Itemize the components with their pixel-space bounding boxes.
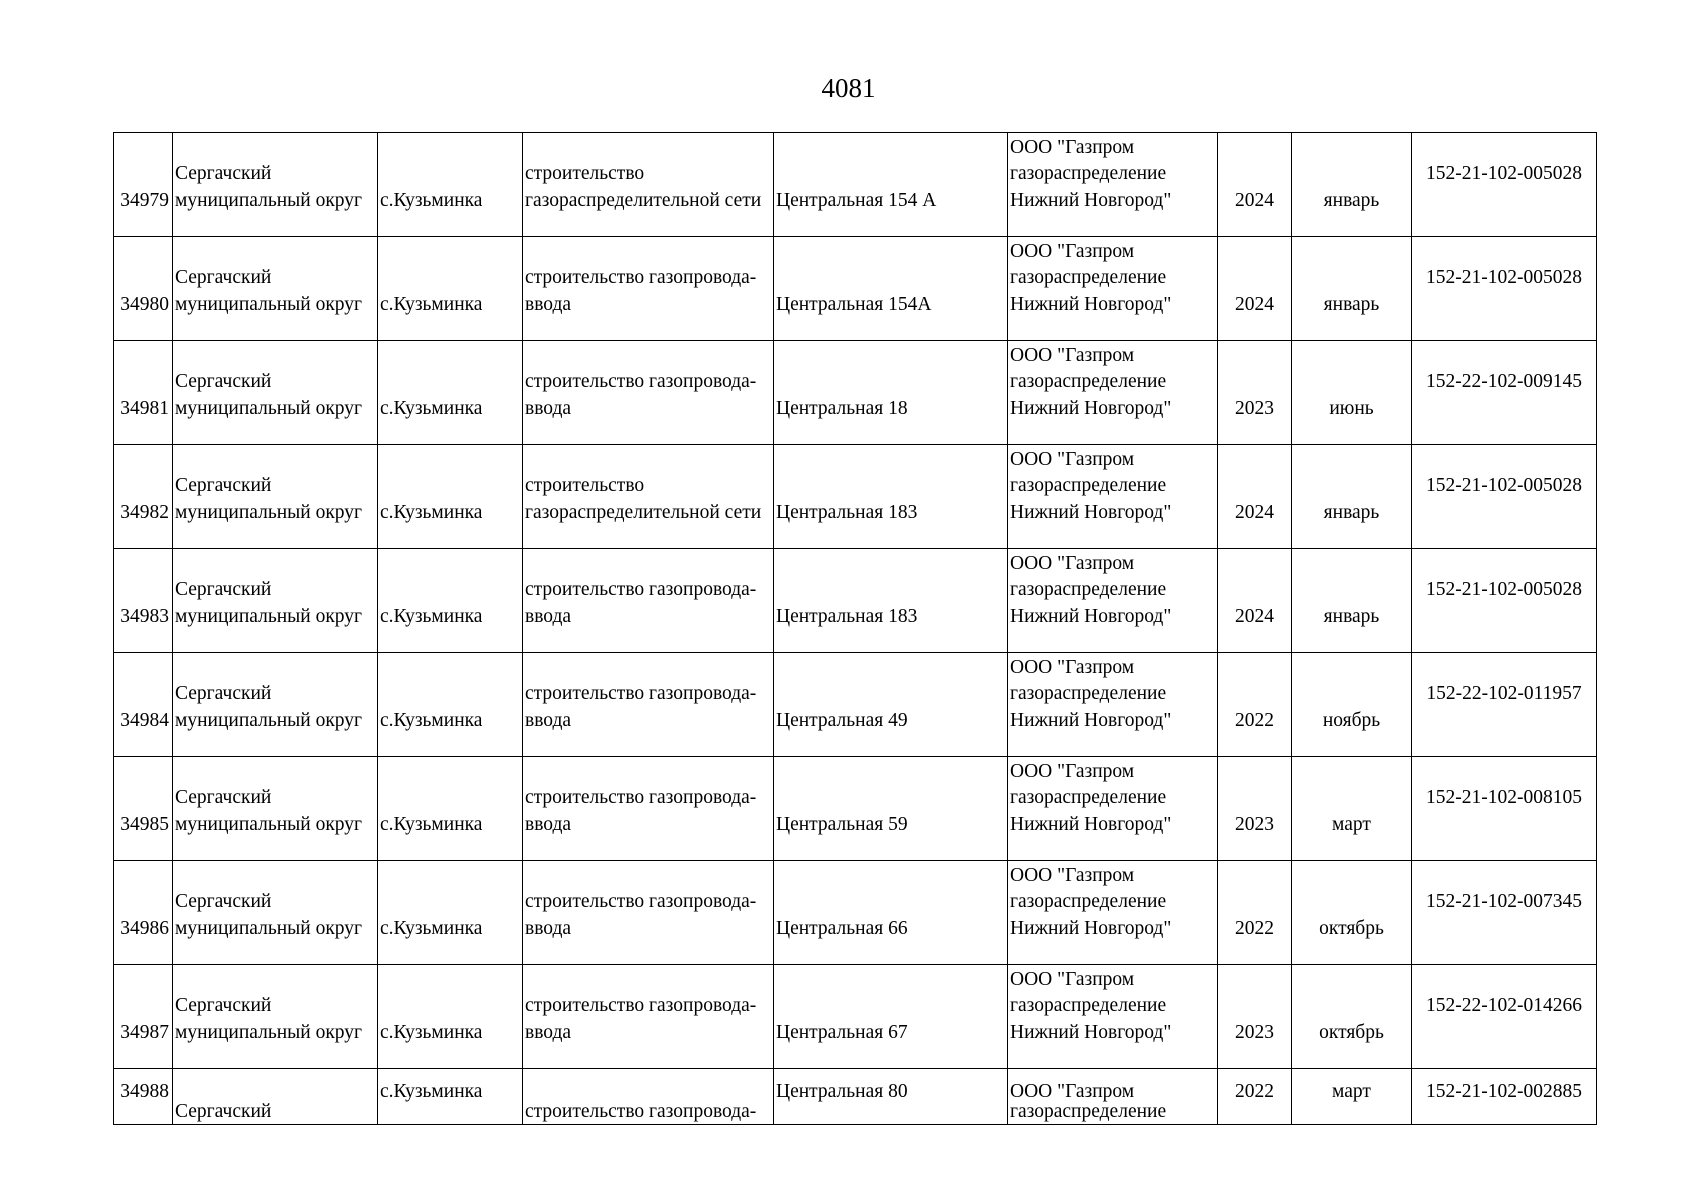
month: январь (1323, 190, 1380, 211)
registry-code: 152-21-102-002885 (1426, 1081, 1582, 1102)
month-cell (1292, 237, 1412, 341)
work-type-line: строительство газопровода- (525, 787, 757, 808)
district-line: Сергачский (175, 995, 272, 1016)
organization-line: газораспределение (1010, 891, 1167, 912)
organization-line: ООО "Газпром (1010, 969, 1135, 990)
month: январь (1323, 294, 1380, 315)
district-line: муниципальный округ (175, 1022, 363, 1043)
organization-line: Нижний Новгород" (1010, 1022, 1172, 1043)
settlement: с.Кузьминка (380, 1081, 483, 1102)
address-cell (774, 549, 1008, 653)
address-cell (774, 965, 1008, 1069)
organization-line: ООО "Газпром (1010, 761, 1135, 782)
row-number: 34983 (120, 606, 169, 627)
district-cell (173, 1069, 378, 1125)
district-line: муниципальный округ (175, 606, 363, 627)
address: Центральная 183 (776, 502, 918, 523)
district-line: муниципальный округ (175, 710, 363, 731)
settlement-cell (378, 1069, 523, 1125)
address: Центральная 66 (776, 918, 908, 939)
organization-line: ООО "Газпром (1010, 449, 1135, 470)
address-cell (774, 861, 1008, 965)
year-cell (1218, 653, 1292, 757)
row-number-cell (114, 549, 173, 653)
year: 2023 (1235, 814, 1274, 835)
organization-cell (1008, 653, 1218, 757)
address: Центральная 18 (776, 398, 908, 419)
code-cell (1412, 1069, 1597, 1125)
organization-cell (1008, 445, 1218, 549)
district-line: Сергачский (175, 371, 272, 392)
organization-line: Нижний Новгород" (1010, 190, 1172, 211)
settlement: с.Кузьминка (380, 918, 483, 939)
address-cell (774, 133, 1008, 237)
year: 2024 (1235, 294, 1274, 315)
district: Сергачский (175, 1101, 272, 1122)
district-cell (173, 445, 378, 549)
year: 2024 (1235, 190, 1274, 211)
work-cell (523, 341, 774, 445)
year: 2024 (1235, 606, 1274, 627)
settlement-cell (378, 653, 523, 757)
address-cell (774, 237, 1008, 341)
month: октябрь (1319, 1022, 1384, 1043)
work-cell (523, 549, 774, 653)
organization-line: газораспределение (1010, 1101, 1167, 1122)
organization-line: ООО "Газпром (1010, 865, 1135, 886)
district-line: Сергачский (175, 683, 272, 704)
code-cell (1412, 237, 1597, 341)
year: 2023 (1235, 1022, 1274, 1043)
work-cell (523, 133, 774, 237)
row-number-cell (114, 653, 173, 757)
settlement: с.Кузьминка (380, 294, 483, 315)
district-line: муниципальный округ (175, 918, 363, 939)
month: ноябрь (1322, 710, 1381, 731)
code-cell (1412, 549, 1597, 653)
year: 2023 (1235, 398, 1274, 419)
work-cell (523, 1069, 774, 1125)
settlement: с.Кузьминка (380, 398, 483, 419)
row-number-cell (114, 341, 173, 445)
table-row (114, 133, 1597, 237)
settlement-cell (378, 133, 523, 237)
organization-line: Нижний Новгород" (1010, 398, 1172, 419)
registry-table (113, 132, 1597, 1125)
organization-line: газораспределение (1010, 787, 1167, 808)
settlement: с.Кузьминка (380, 1022, 483, 1043)
code-cell (1412, 341, 1597, 445)
organization-line: газораспределение (1010, 579, 1167, 600)
month-cell (1292, 1069, 1412, 1125)
organization-line: Нижний Новгород" (1010, 606, 1172, 627)
district-line: муниципальный округ (175, 190, 363, 211)
month-cell (1292, 861, 1412, 965)
settlement: с.Кузьминка (380, 190, 483, 211)
organization-cell (1008, 861, 1218, 965)
organization-cell (1008, 965, 1218, 1069)
work-cell (523, 445, 774, 549)
year-cell (1218, 237, 1292, 341)
page-number: 4081 (821, 73, 876, 103)
address-cell (774, 757, 1008, 861)
registry-code: 152-22-102-009145 (1426, 371, 1582, 392)
district-line: муниципальный округ (175, 294, 363, 315)
month: октябрь (1319, 918, 1384, 939)
registry-code: 152-21-102-005028 (1426, 163, 1582, 184)
address: Центральная 49 (776, 710, 908, 731)
year-cell (1218, 445, 1292, 549)
work-type-line: газораспределительной сети (525, 190, 762, 211)
work-type-line: строительство газопровода- (525, 371, 757, 392)
address-cell (774, 445, 1008, 549)
organization-cell (1008, 1069, 1218, 1125)
address: Центральная 183 (776, 606, 918, 627)
row-number: 34986 (120, 918, 169, 939)
registry-code: 152-21-102-005028 (1426, 267, 1582, 288)
row-number-cell (114, 757, 173, 861)
work-type-line: строительство газопровода- (525, 579, 757, 600)
settlement-cell (378, 237, 523, 341)
organization-line: газораспределение (1010, 267, 1167, 288)
district-line: Сергачский (175, 267, 272, 288)
district-cell (173, 237, 378, 341)
table-row (114, 549, 1597, 653)
row-number: 34979 (120, 190, 169, 211)
row-number: 34984 (120, 710, 169, 731)
code-cell (1412, 965, 1597, 1069)
table-row (114, 965, 1597, 1069)
organization-line: ООО "Газпром (1010, 241, 1135, 262)
table-body (114, 133, 1597, 1125)
month-cell (1292, 757, 1412, 861)
registry-code: 152-21-102-008105 (1426, 787, 1582, 808)
month: июнь (1329, 398, 1374, 419)
year: 2022 (1235, 1081, 1274, 1102)
organization-line: ООО "Газпром (1010, 137, 1135, 158)
work-type-line: строительство (525, 475, 645, 496)
work-cell (523, 757, 774, 861)
work-type-line: строительство газопровода- (525, 267, 757, 288)
district-line: Сергачский (175, 891, 272, 912)
table-row (114, 653, 1597, 757)
work-type-line: газораспределительной сети (525, 502, 762, 523)
row-number-cell (114, 237, 173, 341)
settlement-cell (378, 445, 523, 549)
settlement: с.Кузьминка (380, 814, 483, 835)
row-number-cell (114, 965, 173, 1069)
year-cell (1218, 341, 1292, 445)
district-cell (173, 653, 378, 757)
organization-line: газораспределение (1010, 371, 1167, 392)
year: 2022 (1235, 918, 1274, 939)
district-line: Сергачский (175, 163, 272, 184)
settlement-cell (378, 757, 523, 861)
row-number: 34988 (120, 1081, 169, 1102)
month-cell (1292, 653, 1412, 757)
address: Центральная 80 (776, 1081, 908, 1102)
district-cell (173, 965, 378, 1069)
year: 2024 (1235, 502, 1274, 523)
work-type-line: ввода (525, 1022, 572, 1043)
month: март (1332, 1081, 1371, 1102)
work-cell (523, 237, 774, 341)
month: январь (1323, 606, 1380, 627)
table-row (114, 445, 1597, 549)
registry-code: 152-21-102-005028 (1426, 475, 1582, 496)
year-cell (1218, 861, 1292, 965)
code-cell (1412, 757, 1597, 861)
organization-cell (1008, 757, 1218, 861)
district-line: муниципальный округ (175, 502, 363, 523)
work-type-line: строительство (525, 163, 645, 184)
district-line: Сергачский (175, 475, 272, 496)
organization-line: газораспределение (1010, 163, 1167, 184)
row-number-cell (114, 133, 173, 237)
year-cell (1218, 1069, 1292, 1125)
work-type-line: строительство газопровода- (525, 891, 757, 912)
work-type: строительство газопровода- (525, 1101, 757, 1122)
year-cell (1218, 965, 1292, 1069)
code-cell (1412, 653, 1597, 757)
month-cell (1292, 965, 1412, 1069)
work-type-line: строительство газопровода- (525, 683, 757, 704)
settlement-cell (378, 549, 523, 653)
year-cell (1218, 549, 1292, 653)
month: март (1332, 814, 1371, 835)
registry-code: 152-22-102-011957 (1426, 683, 1582, 704)
settlement-cell (378, 965, 523, 1069)
work-cell (523, 653, 774, 757)
row-number: 34981 (120, 398, 169, 419)
organization-line: ООО "Газпром (1010, 553, 1135, 574)
row-number-cell (114, 861, 173, 965)
code-cell (1412, 861, 1597, 965)
organization-cell (1008, 549, 1218, 653)
month-cell (1292, 341, 1412, 445)
row-number: 34980 (120, 294, 169, 315)
organization-line: Нижний Новгород" (1010, 502, 1172, 523)
address: Центральная 59 (776, 814, 908, 835)
registry-code: 152-22-102-014266 (1426, 995, 1582, 1016)
work-type-line: строительство газопровода- (525, 995, 757, 1016)
organization-line: ООО "Газпром (1010, 1081, 1135, 1102)
work-type-line: ввода (525, 814, 572, 835)
table-row (114, 757, 1597, 861)
work-cell (523, 965, 774, 1069)
address-cell (774, 1069, 1008, 1125)
work-cell (523, 861, 774, 965)
work-type-line: ввода (525, 918, 572, 939)
organization-cell (1008, 133, 1218, 237)
address: Центральная 154 А (776, 190, 937, 211)
district-line: муниципальный округ (175, 398, 363, 419)
organization-cell (1008, 341, 1218, 445)
year: 2022 (1235, 710, 1274, 731)
address-cell (774, 653, 1008, 757)
month-cell (1292, 549, 1412, 653)
table-row (114, 237, 1597, 341)
year-cell (1218, 757, 1292, 861)
district-line: Сергачский (175, 579, 272, 600)
organization-line: газораспределение (1010, 995, 1167, 1016)
registry-code: 152-21-102-005028 (1426, 579, 1582, 600)
code-cell (1412, 133, 1597, 237)
table-row (114, 341, 1597, 445)
work-type-line: ввода (525, 294, 572, 315)
address-cell (774, 341, 1008, 445)
month-cell (1292, 133, 1412, 237)
organization-line: Нижний Новгород" (1010, 918, 1172, 939)
district-line: Сергачский (175, 787, 272, 808)
address: Центральная 67 (776, 1022, 908, 1043)
row-number-cell (114, 445, 173, 549)
settlement: с.Кузьминка (380, 502, 483, 523)
registry-code: 152-21-102-007345 (1426, 891, 1582, 912)
organization-line: ООО "Газпром (1010, 657, 1135, 678)
settlement: с.Кузьминка (380, 710, 483, 731)
organization-cell (1008, 237, 1218, 341)
work-type-line: ввода (525, 398, 572, 419)
work-type-line: ввода (525, 606, 572, 627)
organization-line: ООО "Газпром (1010, 345, 1135, 366)
settlement-cell (378, 341, 523, 445)
district-cell (173, 549, 378, 653)
row-number: 34982 (120, 502, 169, 523)
district-cell (173, 861, 378, 965)
organization-line: Нижний Новгород" (1010, 814, 1172, 835)
table-row-last (114, 1069, 1597, 1125)
work-type-line: ввода (525, 710, 572, 731)
district-cell (173, 133, 378, 237)
district-cell (173, 341, 378, 445)
organization-line: газораспределение (1010, 475, 1167, 496)
organization-line: газораспределение (1010, 683, 1167, 704)
settlement-cell (378, 861, 523, 965)
row-number: 34985 (120, 814, 169, 835)
address: Центральная 154А (776, 294, 932, 315)
code-cell (1412, 445, 1597, 549)
month: январь (1323, 502, 1380, 523)
organization-line: Нижний Новгород" (1010, 294, 1172, 315)
organization-line: Нижний Новгород" (1010, 710, 1172, 731)
row-number-cell (114, 1069, 173, 1125)
month-cell (1292, 445, 1412, 549)
row-number: 34987 (120, 1022, 169, 1043)
year-cell (1218, 133, 1292, 237)
settlement: с.Кузьминка (380, 606, 483, 627)
district-line: муниципальный округ (175, 814, 363, 835)
table-row (114, 861, 1597, 965)
district-cell (173, 757, 378, 861)
